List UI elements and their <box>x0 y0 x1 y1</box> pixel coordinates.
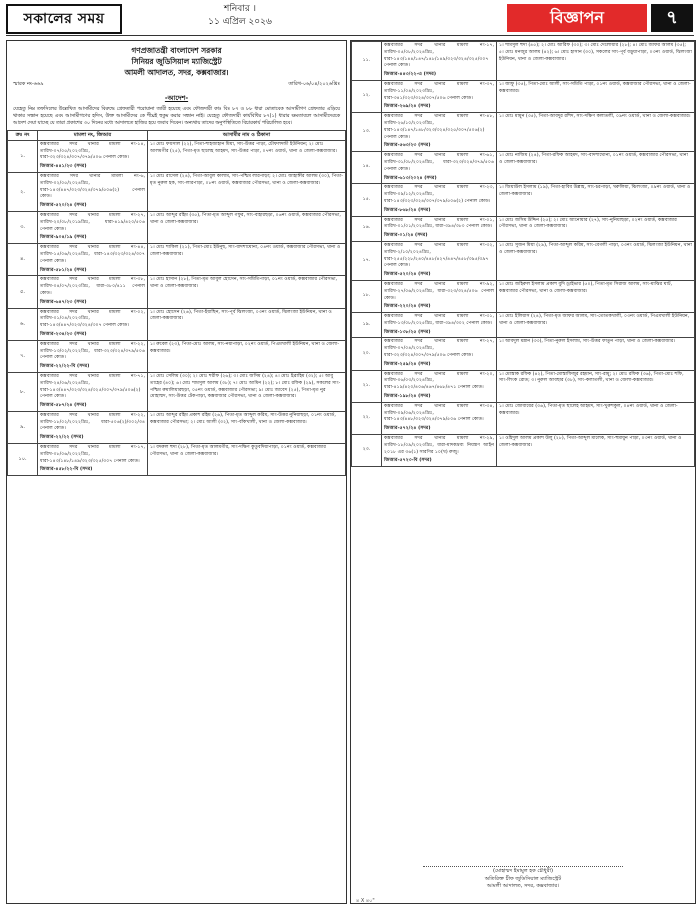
serial-number: ১৯. <box>352 313 382 338</box>
table-row <box>352 402 695 434</box>
table-row <box>8 244 346 276</box>
case-text: কক্সবাজার সদর থানার মামলা নং-১৭, তারিখ-০৫/০৮/২০২৪খ্রিঃ, ধারা-১৪৩/১৪৪/১৪৭/১৪৮/১৪৯/৩২৩/৩২৪/৩২৫/৩০৭ পেনাল কোড। <box>384 43 494 69</box>
serial-number: ২১. <box>352 370 382 402</box>
table-row <box>352 216 695 241</box>
table-header-row <box>8 131 346 141</box>
notice-heading <box>7 41 346 78</box>
memo-number: স্মারক নং-৬৬৯ <box>13 81 44 87</box>
serial-number: ১১. <box>352 42 382 81</box>
case-cell <box>38 140 148 172</box>
signature-line <box>423 866 623 867</box>
table-row <box>352 338 695 370</box>
table-row <box>352 42 695 81</box>
accused-details: ১। মোঃ জোবায়ের (৩৬), পিতা-মৃত ছালেহ আহমদ, সাং-খুরুশকুল, ০৪নং ওয়ার্ড, থানা ও জেলা-কক্সবাজার। <box>497 402 695 434</box>
accused-details: ১। মোঃ সুজন মিয়া (২৯), পিতা-আব্দুল করিম, সাং-বেগলী পাড়া, ০৩নং ওয়ার্ড, ঝিলংজা ইউনিয়ন, থানা ও জেলা-কক্সবাজার। <box>497 241 695 280</box>
table-row <box>8 172 346 211</box>
right-accused-table <box>351 41 695 467</box>
accused-details: ১। মোঃ জহিরুল ইসলাম প্রকাশ বুদি ড্রাইভার (৫০), পিতা-মৃত সিরাজ আলম, সাং-মাঝির ঘাট, কক্সবাজার পৌরসভা, থানা ও জেলা-কক্সবাজার। <box>497 280 695 312</box>
gr-number: জিআর-৫২০/২৪ (সদর) <box>384 272 431 278</box>
case-text: কক্সবাজার সদর থানার মামলা নং-১৪, তারিখ-০৭/০৫/২০২৩খ্রিঃ, ধারা-৩২৩/৩২৪/৩০৭/৩৭৯/৫০৬ পেনাল কোড। <box>40 141 145 161</box>
accused-details: ১। মোস্তাক রফিক (৪২), পিতা-মোস্তাফিজুর রহমান, সাং-রামু; ২। মোঃ রফিক (৩৬), পিতা-মোঃ শফি, সাং-লিংক রোড; ৩। নুরুল আবছার (৩৮), সাং-কলাতলী, থানা ও জেলা-কক্সবাজার। <box>497 370 695 402</box>
accused-details: ১। ওহিদুল আলম প্রকাশ উলু (২৮), পিতা-আব্দুল মালেক, সাং-হুমায়ুন পাড়া, ০৩নং ওয়ার্ড, থানা ও জেলা-কক্সবাজার। <box>497 435 695 467</box>
notice-right-column <box>350 40 696 904</box>
order-title: -আদেশ- <box>164 94 189 102</box>
table-row <box>8 276 346 308</box>
case-text: কক্সবাজার সদর থানার মামলা নং-৪৪, তারিখ-১৫/০৬/২০২৪খ্রিঃ, ধারা-১৪৩/৩২৩/৩২৪/৩০৭ পেনাল কোড। <box>40 245 145 264</box>
accused-details: ১। মোঃ সেলিম (৩০); ২। মোঃ শরীফ (২৬); ৩। মোঃ জসিম (২৪); ৪। মোঃ ইব্রাহিম (৩২); ৫। আবু তাহের (৪০); ৬। মোঃ শামসুল আলম (৩৮); ৭। মোঃ আমিন (২২); ৮। মোঃ রফিক (২৯), সকলের সাং-পশ্চিম রুমালিয়ারছড়া, ০৫নং ওয়ার্ড, কক্সবাজার পৌরসভা; ৯। মোঃ জাবেদ (২৫), পিতা-মৃত নুর মোহাম্মদ, সাং-উত্তর টেকপাড়া, কক্সবাজার পৌরসভা, থানা ও জেলা-কক্সবাজার। <box>148 372 346 411</box>
gr-number: জিআর-২২/২২ (সদর) <box>40 435 84 441</box>
gr-number: জিআর-১৯৮/২৪ (সদর) <box>384 394 431 400</box>
notice-heading-line: আমলী আদালত, সদর, কক্সবাজার। <box>124 68 229 77</box>
serial-number: ১৩. <box>352 113 382 152</box>
gr-number: জিআর-৫৬৩/২৩ (সদর) <box>384 143 431 149</box>
table-row <box>352 184 695 216</box>
case-text: কক্সবাজার সদর থানার মামলা নং-২০, তারিখ-০৬/০৩/২০২৪খ্রিঃ, ধারা-৪১৯/৪২০/৪০৬/৪৬৭/৪৬৮/৪৭১ পেনাল কোড। <box>384 371 494 391</box>
accused-details: ১। মোঃ আব্দুর রহিম (৩৫), পিতা-মৃত আব্দুল গফুর, সাং-বাহারছড়া, ০৬নং ওয়ার্ড, কক্সবাজার পৌরসভা, থানা ও জেলা-কক্সবাজার। <box>148 211 346 243</box>
case-cell <box>382 435 497 467</box>
accused-details: ১। জাফু (৩৫), পিতা-মোঃ আলী, সাং-সমিতি পাড়া, ০১নং ওয়ার্ড, কক্সবাজার পৌরসভা, থানা ও জেলা-কক্সবাজার। <box>497 80 695 112</box>
case-cell <box>382 42 497 81</box>
serial-number: ২৩. <box>352 435 382 467</box>
accused-details: ১। মোঃ ইলিয়াস (২৪), পিতা-মৃত জাফর আলম, সাং-তোতকখালী, ০৩নং ওয়ার্ড, পিএমখালী ইউনিয়ন, থানা ও জেলা-কক্সবাজার। <box>497 313 695 338</box>
table-row <box>8 411 346 443</box>
section-banner: বিজ্ঞাপন <box>507 4 647 32</box>
serial-number: ১৮. <box>352 280 382 312</box>
notice-heading-line: সিনিয়র জুডিসিয়াল ম্যাজিস্ট্রেট <box>131 57 222 66</box>
gr-number: জিআর-২২/২২-বি (সদর) <box>40 364 90 370</box>
case-text: কক্সবাজার সদর থানার মামলা নং-২২, তারিখ-১৩/০২/২০২২খ্রিঃ, ধারা-৩২৩/৩২৪/৩৭৯/৫০৬ পেনাল কোড। <box>40 341 145 361</box>
case-text: কক্সবাজার সদর থানার মামলা নং-৯২, তারিখ-২৭/০৬/২০২৪খ্রিঃ, ধারা-৩২৩/৩২৪/৫০৬ পেনাল কোড। <box>384 281 494 301</box>
table-row <box>8 140 346 172</box>
serial-number: ৮. <box>8 372 38 411</box>
case-cell <box>38 372 148 411</box>
column-header: মামলা নং, জিআর <box>38 131 148 141</box>
accused-details: ১। মোঃ আব্দুর রহিম প্রকাশ রহিম (২৬), পিতা-মৃত আব্দুল করিম, সাং-উত্তর নুনিয়াছড়া, ০১নং ওয়ার্ড, কক্সবাজার পৌরসভা; ২। মোঃ আলী (৩২), সাং-বাঁকখালী, থানা ও জেলা-কক্সবাজার। <box>148 411 346 443</box>
accused-details: ১। মোঃ ফয়সাল (২২), পিতা-শাহজাহান মিয়া, সাং-উত্তর পাড়া, চৌফলদন্ডী ইউনিয়ন; ২। মোঃ আলমগীর (২৫), পিতা-মৃত ছালেহ আহমদ, সাং-উত্তর পাড়া, ০৭নং ওয়ার্ড, থানা ও জেলা-কক্সবাজার। <box>148 140 346 172</box>
memo-line <box>7 78 346 89</box>
table-row <box>352 435 695 467</box>
case-cell <box>38 172 148 211</box>
gr-number: জিআর-৫২০/২৪ (সদর) <box>40 203 87 209</box>
case-text: কক্সবাজার সদর থানার মামলা নং-৩২, তারিখ-২/১০/২০২৪খ্রিঃ, ধারা-২৫৫/২২৮/২৪০/৪৪৮/৪২৭/৪৪৭/৪৫৮/৩৯৫/৩৯৭ পেনাল কোড। <box>384 242 494 269</box>
gr-number: জিআর-৫৭২৩-বি (সদর) <box>384 458 432 464</box>
serial-number: ১৬. <box>352 216 382 241</box>
serial-number: ১৫. <box>352 184 382 216</box>
case-cell <box>382 216 497 241</box>
case-text: কক্সবাজার সদর থানার মামলা নং-৩৭, তারিখ-১১/০৪/২০২৩খ্রিঃ, ধারা-৩৪১/৩২৩/৩২৪/৩০৭/৫০৬ পেনাল কোড। <box>384 81 494 101</box>
accused-details: ১। জিয়াউল ইসলাম (১৯), পিতা-হাবিব উল্লাহ, সাং-চরপাড়া, খরুলিয়া, ঝিলংজা, ০৯নং ওয়ার্ড, থানা ও জেলা-কক্সবাজার। <box>497 184 695 216</box>
memo-date: তারিখ-০৬/০৪/২০২৬খ্রিঃ <box>288 81 340 87</box>
case-cell <box>38 244 148 276</box>
issue-day: শনিবার । <box>224 4 256 14</box>
gr-number: জিআর-২৬৯/২৪ (সদর) <box>384 104 431 110</box>
case-cell <box>382 241 497 280</box>
case-cell <box>382 113 497 152</box>
case-cell <box>382 313 497 338</box>
table-row <box>8 444 346 476</box>
column-header: আসামীর নাম ও ঠিকানা <box>148 131 346 141</box>
case-cell <box>38 411 148 443</box>
page-number: ৭ <box>651 4 693 32</box>
header-divider <box>6 35 694 36</box>
signature-block <box>398 866 648 891</box>
gr-number: জিআর-১৩৮/২৫ (সদর) <box>384 329 431 335</box>
accused-details: ১। রুবেল (২৩), পিতা-মোঃ আলম, সাং-নয়াপাড়া, ০২নং ওয়ার্ড, পিএমখালী ইউনিয়ন, থানা ও জেলা-কক্সবাজার। <box>148 340 346 372</box>
gr-number: জিআর-২২০/২৪ (সদর) <box>384 304 431 310</box>
serial-number: ২২. <box>352 402 382 434</box>
case-cell <box>382 152 497 184</box>
gr-number: জিআর-৫৭২/২৪ (সদর) <box>384 426 431 432</box>
serial-number: ২০. <box>352 338 382 370</box>
serial-number: ৫. <box>8 276 38 308</box>
case-text: কক্সবাজার সদর থানার মামলা নং-৬১, তারিখ-৩১/০৮/২০২৪খ্রিঃ, ধারা-৩২৩/৩২৪/৩৭৯/৫০৬ পেনাল কোড। <box>384 153 494 172</box>
accused-details: ১। মোঃ হোসেন (২৬), পিতা-ইয়াছিন, সাং-পূর্ব ঝিলংজা, ০৩নং ওয়ার্ড, ঝিলংজা ইউনিয়ন, থানা ও জেলা-কক্সবাজার। <box>148 308 346 340</box>
table-row <box>352 370 695 402</box>
serial-number: ১. <box>8 140 38 172</box>
case-text: কক্সবাজার সদর থানার মামলা নং-২৯, তারিখ-১৮/০৯/২০২৩খ্রিঃ, ধারা-মাদকদ্রব্য নিয়ন্ত্রণ আইন ২০১৮ এর ৩৬(১) সারণির ১০(খ) রুজু। <box>384 436 494 455</box>
case-text: কক্সবাজার সদর থানার মামলা নং-২৩, তারিখ-০৯/১২/২০২৪খ্রিঃ, ধারা-১৪৩/৩২৩/৩২৪/৩০৭/৩৭৯/৫০৬(২) পেনাল কোড। <box>384 185 494 204</box>
gr-number: জিআর-৬৪৭/২৩ (সদর) <box>40 299 87 305</box>
gr-number: জিআর-২৩৪/২৩ (সদর) <box>40 331 87 337</box>
table-row <box>352 313 695 338</box>
table-row <box>8 372 346 411</box>
accused-details: ১। বদরুল হুদা (২৮), পিতা-মৃত আলমগীর, সাং-দক্ষিণ কুতুবদিয়াপাড়া, ০১নং ওয়ার্ড, কক্সবাজার পৌরসভা, থানা ও জেলা-কক্সবাজার। <box>148 444 346 476</box>
gr-number: জিআর-০১/২৪ (সদর) <box>384 233 428 239</box>
accused-details: ১। আবদুল মন্নান (৩৩), পিতা-নুরুল ইসলাম, সাং-উত্তর ফাতুন পাড়া, থানা ও জেলা-কক্সবাজার। <box>497 338 695 370</box>
serial-number: ১৪. <box>352 152 382 184</box>
serial-number: ৪. <box>8 244 38 276</box>
case-text: কক্সবাজার সদর থানার মামলা নং-৩৮, তারিখ-০৪/০৭/২০২৩খ্রিঃ, ধারা-৩৮০/৪১১ পেনাল কোড। <box>40 277 145 296</box>
table-row <box>8 308 346 340</box>
serial-number: ৭. <box>8 340 38 372</box>
signatory-court: আমলী আদালত, সদর, কক্সবাজার। <box>486 883 560 889</box>
serial-number: ৩. <box>8 211 38 243</box>
order-intro-text: যেহেতু নিম্ন তফসিলের উল্লেখিত আসামীদের বিরুদ্ধে গ্রেফতারী পরোয়ানা জারী হয়েছে এবং ফৌজদারী কাঃ বিঃ ৮৭ ও ৮৮ ধারা মোতাবেক আসামীগণ গ্রেফতার এড়িয়ে থাকার সন্ধান হয়েছে এবং আসামীগণের হদিস, উক্ত আসামীদের কে শীঘ্রই হুকুম করার সন্ধান নাই। যেহেতু ফৌজদারী কার্যবিধির ৮৭(১) ধারার ক্ষমতাবলে আসামীদেরকে আদেশ দেয়া যাচ্ছে যে তারা প্রকাশের ৩০ দিনের মধ্যে আদালতে হাজির হয়ে জবাব দিবেন। অন্যথায় তাদের অনুপস্থিতিতে বিচারকার্য পরিচালিত হবে। <box>13 107 340 126</box>
case-text: কক্সবাজার সদর থানার মামলা নং-৩১, তারিখ-১৩/০৮/২০২৫খ্রিঃ, ধারা-৩৯৪/৩০২ পেনাল কোড। <box>384 314 494 326</box>
case-cell <box>382 370 497 402</box>
case-text: কক্সবাজার সদর থানার মামলা নং-২২, তারিখ-১৮/০২/২০২২খ্রিঃ, ধারা-৫০৬(২)/৩০২/৩৪ পেনাল কোড। <box>40 412 145 432</box>
case-text: কক্সবাজার সদর থানার মামলা নং-৭১, তারিখ-২৪/০৬/২০২৪খ্রিঃ, ধারা-১৪৩/৪৪৭/৩২৩/৩২৪/৩২৫/৩০৭/৩৭৯/৫০৬(২) পেনাল কোড। <box>40 373 145 400</box>
table-row <box>8 340 346 372</box>
gr-number: জিআর-৬১৩/২০২৪ (সদর) <box>384 175 437 181</box>
gr-number: জিআর-৯০৪/১৯ (সদর) <box>40 235 87 241</box>
gr-number: জিআর-৫৮৭/২৪ (সদর) <box>40 403 87 409</box>
accused-details: ১। মোঃ হাসান (২৮), পিতা-মৃত আবুল হোসেন, সাং-সমিতিপাড়া, ০১নং ওয়ার্ড, কক্সবাজার পৌরসভা, থানা ও জেলা-কক্সবাজার। <box>148 276 346 308</box>
case-text: কক্সবাজার সদর থানার মামলা নং-৬, তারিখ-০২/০৫/২০২৪খ্রিঃ, ধারা-১৪৩/৪৪৭/৩২৩/৩২৪/৩৭৯/৫০৬(২) পেনাল কোড। <box>40 173 145 200</box>
gr-number: জিআর-২৫৯/২৪ (সদর) <box>384 361 431 367</box>
serial-number: ১২. <box>352 80 382 112</box>
case-text: কক্সবাজার সদর থানার মামলা নং-২৭, তারিখ-২০/০৮/২০১৯খ্রিঃ, ধারা-৪১৯/৪২০/৫০৬ পেনাল কোড। <box>40 212 145 232</box>
accused-details: ১। শামসুল হুদা (৪৫); ২। মোঃ আরিফ (৩০); ৩। মোঃ দেলোয়ার (২৮); ৪। মোঃ জাফর আলম (৩৫); ৫। মোঃ মনজুর আলম (৪২); ৬। মোঃ হাসান (৩০), সকলের সাং-পূর্ব বড়ুয়াপাড়া, ০৩নং ওয়ার্ড, ঝিলংজা ইউনিয়ন, থানা ও জেলা-কক্সবাজার। <box>497 42 695 81</box>
table-row <box>352 280 695 312</box>
case-cell <box>382 184 497 216</box>
accused-details: ১। মোঃ জসিম উদ্দিন (২৫); ২। মোঃ আনোয়ার (২৭), সাং-নুনিয়াছড়া, ০২নং ওয়ার্ড, কক্সবাজার পৌরসভা, থানা ও জেলা-কক্সবাজার। <box>497 216 695 241</box>
table-row <box>352 80 695 112</box>
case-cell <box>382 80 497 112</box>
case-cell <box>38 276 148 308</box>
issue-date-text: ১১ এপ্রিল ২০২৬ <box>208 17 272 27</box>
accused-details: ১। মোঃ রাসেল (২৪), পিতা-আবুল কালাম, সাং-পশ্চিম লারপাড়া; ২। মোঃ জাহাঙ্গীর আলম (৩০), পিতা-মৃত নুরুল হক, সাং-লারপাড়া, ০৮নং ওয়ার্ড, কক্সবাজার পৌরসভা, থানা ও জেলা-কক্সবাজার। <box>148 172 346 211</box>
case-text: কক্সবাজার সদর থানার মামলা নং-৪৮, তারিখ-২৬/১০/২০২৩খ্রিঃ, ধারা-১৪৩/১৪৭/১৪৮/৩২৩/৩২৪/৩২৫/৩০৭/৫০৬(২) পেনাল কোড। <box>384 114 494 140</box>
table-row <box>352 113 695 152</box>
case-cell <box>382 338 497 370</box>
notice-heading-line: গণপ্রজাতন্ত্রী বাংলাদেশ সরকার <box>131 46 222 55</box>
column-header: ক্রঃ নং <box>8 131 38 141</box>
gr-number: জিআর-৮৬৮/২৪ (সদর) <box>384 207 431 213</box>
table-row <box>352 152 695 184</box>
accused-details: ১। মোঃ শাকিল (২১), পিতা-মোঃ ইউনুছ, সাং-বাদশাঘোনা, ০৪নং ওয়ার্ড, কক্সবাজার পৌরসভা, থানা ও জেলা-কক্সবাজার। <box>148 244 346 276</box>
page-header <box>0 0 700 36</box>
notice-left-column <box>6 40 347 904</box>
serial-number: ১০. <box>8 444 38 476</box>
accused-details: ১। মোঃ মামুন (৩৫), পিতা-আবদুর রশিদ, সাং-দক্ষিণ কলাতলী, ০৯নং ওয়ার্ড, থানা ও জেলা-কক্সবাজার। <box>497 113 695 152</box>
accused-details: ১। মোঃ নাজিম (২৪), পিতা-রফিক আহমদ, সাং-বাদশাঘোনা, ০১নং ওয়ার্ড, কক্সবাজার পৌরসভা, থানা ও জেলা-কক্সবাজার। <box>497 152 695 184</box>
serial-number: ২. <box>8 172 38 211</box>
case-cell <box>38 211 148 243</box>
case-cell <box>382 402 497 434</box>
case-text: কক্সবাজার সদর থানার মামলা নং-১৭, তারিখ-০৮/০৬/২০২২খ্রিঃ, ধারা-১৪৩/১৪৮/১৪৯/৩২৩/৩২৫/৩০৭ পেনাল কোড। <box>40 445 145 464</box>
gr-number: জিআর-৪৫৮/২২-বি (সদর) <box>40 467 93 473</box>
ad-size-label: ৪ X ৪০" <box>356 898 375 904</box>
case-text: কক্সবাজার সদর থানার মামলা নং-০১, তারিখ-০১/০১/২০২৪খ্রিঃ, ধারা-৩৯৪/৩৮০ পেনাল কোড। <box>384 217 494 230</box>
left-accused-table <box>7 130 346 476</box>
gr-number: জিআর-৪৪১/২৩ (সদর) <box>40 164 87 170</box>
gr-number: জিআর-৫৮১/২৪ (সদর) <box>40 267 87 273</box>
signatory-name: (মোহাম্মদ ইমামুল হক চৌধুরী) <box>492 868 554 874</box>
gr-number: জিআর-৪৪৩/২২-এ (সদর) <box>384 72 437 78</box>
signatory-title: অতিরিক্ত চীফ জুডিসিয়াল ম্যাজিস্ট্রেট <box>484 875 562 882</box>
serial-number: ৯. <box>8 411 38 443</box>
table-row <box>352 241 695 280</box>
table-row <box>8 211 346 243</box>
case-cell <box>38 308 148 340</box>
serial-number: ১৭. <box>352 241 382 280</box>
case-cell <box>38 444 148 476</box>
newspaper-masthead: সকালের সময় <box>6 4 122 34</box>
issue-date <box>195 3 285 29</box>
case-text: কক্সবাজার সদর থানার মামলা নং-২৭, তারিখ-০৭/০৪/২০২৪খ্রিঃ, ধারা-৩২৩/৩২৪/৩০৭/৩৭৯/৫০৬ পেনাল কোড। <box>384 339 494 359</box>
case-text: কক্সবাজার সদর থানার মামলা নং-৩৪, তারিখ-০৯/০৬/২০২৪খ্রিঃ, ধারা-১৪৩/৪৪৮/৩২৩/৩২৪/৩৭৯/৫০৬ পেনাল কোড। <box>384 403 494 423</box>
serial-number: ৬. <box>8 308 38 340</box>
case-cell <box>382 280 497 312</box>
case-cell <box>38 340 148 372</box>
case-text: কক্সবাজার সদর থানার মামলা নং-০২, তারিখ-০১/০৪/২০২৩খ্রিঃ, ধারা-১৪৩/৪৪৭/৩২৩/৩২৪/৩০৭ পেনাল কোড। <box>40 309 145 329</box>
